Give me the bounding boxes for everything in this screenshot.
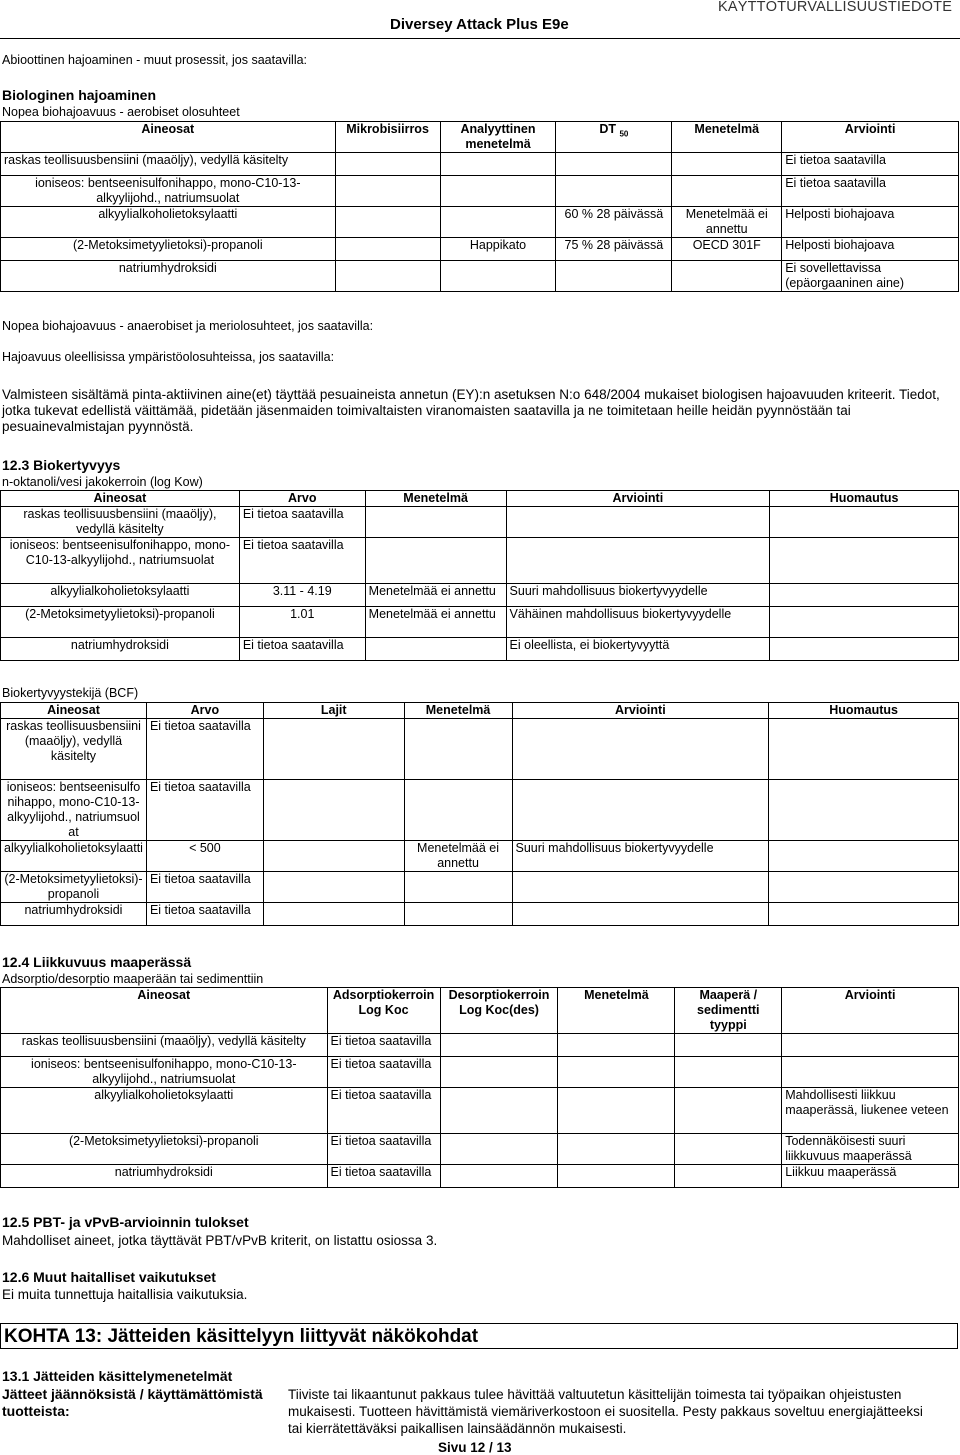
soil-mobility-table bbox=[0, 987, 959, 1188]
table-row bbox=[1, 207, 959, 238]
anaerobic-label: Nopea biohajoavuus - anaerobiset ja meriolosuhteet, jos saatavilla: bbox=[2, 319, 374, 333]
cell-arv bbox=[512, 780, 769, 841]
table-row bbox=[1, 538, 959, 584]
cell-name: natriumhydroksidi bbox=[1, 261, 336, 292]
cell-arvo: Ei tietoa saatavilla bbox=[239, 638, 365, 661]
cell-arv: Ei sovellettavissa (epäorgaaninen aine) bbox=[782, 261, 959, 292]
cell-arv bbox=[782, 1057, 959, 1088]
table-row bbox=[1, 1165, 959, 1188]
cell-ads: Ei tietoa saatavilla bbox=[327, 1165, 440, 1188]
cell-men bbox=[558, 1165, 675, 1188]
cell-dt bbox=[556, 176, 672, 207]
col-menetelma: Menetelmä bbox=[558, 988, 675, 1034]
col-arviointi: Arviointi bbox=[782, 988, 959, 1034]
env-label: Hajoavuus oleellisissa ympäristöolosuhteissa, jos saatavilla: bbox=[2, 350, 335, 364]
section-12-6-title: 12.6 Muut haitalliset vaikutukset bbox=[2, 1269, 216, 1285]
section-13-1-title: 13.1 Jätteiden käsittelymenetelmät bbox=[2, 1368, 233, 1384]
col-aineosat: Aineosat bbox=[1, 703, 147, 719]
cell-men: Menetelmää ei annettu bbox=[404, 841, 512, 872]
cell-huom bbox=[770, 584, 959, 607]
cell-anal bbox=[440, 176, 556, 207]
col-arviointi: Arviointi bbox=[512, 703, 769, 719]
col-aineosat: Aineosat bbox=[1, 491, 240, 507]
table-row bbox=[1, 780, 959, 841]
product-name: Diversey Attack Plus E9e bbox=[390, 16, 569, 33]
cell-men bbox=[558, 1088, 675, 1134]
s124-subtitle: Adsorptio/desorptio maaperään tai sedimenttiin bbox=[2, 972, 264, 986]
cell-huom bbox=[769, 841, 959, 872]
cell-men bbox=[404, 780, 512, 841]
cell-name: alkyylialkoholietoksylaatti bbox=[1, 1088, 328, 1134]
cell-huom bbox=[770, 538, 959, 584]
cell-ads: Ei tietoa saatavilla bbox=[327, 1034, 440, 1057]
cell-arvo: 3.11 - 4.19 bbox=[239, 584, 365, 607]
cell-maa bbox=[675, 1134, 782, 1165]
cell-mikro bbox=[335, 238, 440, 261]
cell-arvo: < 500 bbox=[146, 841, 263, 872]
cell-name: raskas teollisuusbensiini (maaöljy), vedyllä käsitelty bbox=[1, 1034, 328, 1057]
cell-arv: Helposti biohajoava bbox=[782, 238, 959, 261]
table-row bbox=[1, 841, 959, 872]
col-des: Desorptiokerroin Log Koc(des) bbox=[440, 988, 558, 1034]
col-ads: Adsorptiokerroin Log Koc bbox=[327, 988, 440, 1034]
col-analyyttinen: Analyyttinen menetelmä bbox=[440, 122, 556, 153]
cell-huom bbox=[769, 719, 959, 780]
cell-arvo: 1.01 bbox=[239, 607, 365, 638]
cell-mikro bbox=[335, 176, 440, 207]
cell-men bbox=[404, 872, 512, 903]
cell-arv bbox=[512, 903, 769, 926]
cell-lajit bbox=[263, 903, 404, 926]
table-row bbox=[1, 1034, 959, 1057]
cell-anal bbox=[440, 153, 556, 176]
cell-arv bbox=[512, 872, 769, 903]
cell-name: ioniseos: bentseenisulfonihappo, mono-C10-13-alkyylijohd., natriumsuolat bbox=[1, 1057, 328, 1088]
table-row bbox=[1, 607, 959, 638]
cell-men bbox=[558, 1057, 675, 1088]
cell-lajit bbox=[263, 719, 404, 780]
cell-mikro bbox=[335, 207, 440, 238]
cell-men: OECD 301F bbox=[672, 238, 782, 261]
bcf-table bbox=[0, 702, 959, 926]
cell-name: natriumhydroksidi bbox=[1, 1165, 328, 1188]
abiotic-label: Abioottinen hajoaminen - muut prosessit, jos saatavilla: bbox=[2, 53, 308, 67]
col-mikrobisiirros: Mikrobisiirros bbox=[335, 122, 440, 153]
header-divider bbox=[0, 38, 960, 39]
col-arviointi: Arviointi bbox=[506, 491, 770, 507]
cell-huom bbox=[770, 507, 959, 538]
biodegradation-table bbox=[0, 121, 959, 292]
col-menetelma: Menetelmä bbox=[365, 491, 506, 507]
col-menetelma: Menetelmä bbox=[404, 703, 512, 719]
cell-des bbox=[440, 1034, 558, 1057]
valmiste-text: Valmisteen sisältämä pinta-aktiivinen aine(et) täyttää pesuaineista annetun (EY):n asetuksen N:o 648/2004 mukaiset biologisen hajoavuuden kriteerit. Tiedot, jotka tukevat edellistä väittämää, pidetään jäsenmaiden toimivaltaisten viranomaisten saatavilla ja ne toimitetaan heille heidän pyynnöstään tai pesuainevalmistajan pyynnöstä. bbox=[2, 387, 940, 434]
cell-ads: Ei tietoa saatavilla bbox=[327, 1057, 440, 1088]
cell-lajit bbox=[263, 872, 404, 903]
document-type: KÄYTTÖTURVALLISUUSTIEDOTE bbox=[718, 0, 953, 15]
cell-men bbox=[365, 638, 506, 661]
col-aineosat: Aineosat bbox=[1, 122, 336, 153]
col-huomautus: Huomautus bbox=[770, 491, 959, 507]
cell-name: (2-Metoksimetyylietoksi)-propanoli bbox=[1, 238, 336, 261]
section-13-heading: KOHTA 13: Jätteiden käsittelyyn liittyvät näkökohdat bbox=[0, 1323, 958, 1349]
cell-name: alkyylialkoholietoksylaatti bbox=[1, 584, 240, 607]
cell-men bbox=[365, 538, 506, 584]
cell-arv: Vähäinen mahdollisuus biokertyvyydelle bbox=[506, 607, 770, 638]
s125-text: Mahdolliset aineet, jotka täyttävät PBT/vPvB kriterit, on listattu osiossa 3. bbox=[2, 1233, 438, 1248]
cell-des bbox=[440, 1165, 558, 1188]
cell-name: alkyylialkoholietoksylaatti bbox=[1, 841, 147, 872]
table-row bbox=[1, 903, 959, 926]
cell-ads: Ei tietoa saatavilla bbox=[327, 1134, 440, 1165]
kow-table bbox=[0, 490, 959, 661]
cell-arvo: Ei tietoa saatavilla bbox=[146, 780, 263, 841]
cell-maa bbox=[675, 1088, 782, 1134]
col-huomautus: Huomautus bbox=[769, 703, 959, 719]
cell-name: (2-Metoksimetyylietoksi)-propanoli bbox=[1, 1134, 328, 1165]
col-aineosat: Aineosat bbox=[1, 988, 328, 1034]
cell-arvo: Ei tietoa saatavilla bbox=[239, 538, 365, 584]
table-row bbox=[1, 719, 959, 780]
cell-name: raskas teollisuusbensiini (maaöljy), vedyllä käsitelty bbox=[1, 153, 336, 176]
cell-huom bbox=[769, 780, 959, 841]
table-row bbox=[1, 238, 959, 261]
section-12-5-title: 12.5 PBT- ja vPvB-arvioinnin tulokset bbox=[2, 1214, 249, 1230]
cell-name: raskas teollisuusbensiini (maaöljy), vedyllä käsitelty bbox=[1, 507, 240, 538]
cell-men bbox=[672, 261, 782, 292]
bio-title: Biologinen hajoaminen bbox=[2, 87, 157, 103]
cell-anal bbox=[440, 261, 556, 292]
table-row bbox=[1, 1088, 959, 1134]
table-row bbox=[1, 507, 959, 538]
cell-huom bbox=[770, 607, 959, 638]
cell-arvo: Ei tietoa saatavilla bbox=[239, 507, 365, 538]
cell-arvo: Ei tietoa saatavilla bbox=[146, 903, 263, 926]
cell-arvo: Ei tietoa saatavilla bbox=[146, 719, 263, 780]
cell-lajit bbox=[263, 841, 404, 872]
cell-men: Menetelmää ei annettu bbox=[365, 584, 506, 607]
cell-dt: 75 % 28 päivässä bbox=[556, 238, 672, 261]
cell-des bbox=[440, 1057, 558, 1088]
cell-name: alkyylialkoholietoksylaatti bbox=[1, 207, 336, 238]
s126-text: Ei muita tunnettuja haitallisia vaikutuksia. bbox=[2, 1287, 248, 1302]
cell-arvo: Ei tietoa saatavilla bbox=[146, 872, 263, 903]
cell-name: natriumhydroksidi bbox=[1, 903, 147, 926]
cell-huom bbox=[770, 638, 959, 661]
page-number: Sivu 12 / 13 bbox=[438, 1440, 512, 1455]
table-row bbox=[1, 1134, 959, 1165]
cell-men bbox=[672, 176, 782, 207]
cell-men bbox=[558, 1034, 675, 1057]
table-header-row bbox=[1, 122, 959, 153]
col-dt50 bbox=[556, 122, 672, 153]
cell-name: ioniseos: bentseenisulfonihappo, mono-C10-13-alkyylijohd., natriumsuolat bbox=[1, 780, 147, 841]
cell-anal: Happikato bbox=[440, 238, 556, 261]
section-12-3-title: 12.3 Biokertyvyys bbox=[2, 457, 121, 473]
cell-name: natriumhydroksidi bbox=[1, 638, 240, 661]
table-row bbox=[1, 638, 959, 661]
kow-title: n-oktanoli/vesi jakokerroin (log Kow) bbox=[2, 475, 203, 489]
cell-des bbox=[440, 1134, 558, 1165]
section-12-4-title: 12.4 Liikkuvuus maaperässä bbox=[2, 954, 192, 970]
bio-subtitle: Nopea biohajoavuus - aerobiset olosuhteet bbox=[2, 105, 240, 119]
s131-text: Tiiviste tai likaantunut pakkaus tulee hävittää valtuutetun käsittelijän toimesta tai työpaikan ohjeistusten mukaisesti. Tuotteen hävittämistä viemäriverkostoon ei suositella. Pesty pakkaus soveltuu energiajätteeksi tai kierrätettäväksi paikallisen lainsäädännön mukaisesti. bbox=[288, 1387, 923, 1436]
cell-arv: Suuri mahdollisuus biokertyvyydelle bbox=[512, 841, 769, 872]
cell-arv: Ei tietoa saatavilla bbox=[782, 176, 959, 207]
table-row bbox=[1, 872, 959, 903]
cell-arv bbox=[506, 538, 770, 584]
cell-arv: Suuri mahdollisuus biokertyvyydelle bbox=[506, 584, 770, 607]
cell-ads: Ei tietoa saatavilla bbox=[327, 1088, 440, 1134]
cell-name: (2-Metoksimetyylietoksi)-propanoli bbox=[1, 872, 147, 903]
cell-men bbox=[365, 507, 506, 538]
table-row bbox=[1, 261, 959, 292]
bcf-title: Biokertyvyystekijä (BCF) bbox=[2, 686, 139, 700]
table-row bbox=[1, 1057, 959, 1088]
cell-des bbox=[440, 1088, 558, 1134]
table-header-row bbox=[1, 703, 959, 719]
cell-men bbox=[404, 903, 512, 926]
cell-lajit bbox=[263, 780, 404, 841]
cell-men bbox=[404, 719, 512, 780]
cell-arv: Todennäköisesti suuri liikkuvuus maaperässä bbox=[782, 1134, 959, 1165]
col-lajit: Lajit bbox=[263, 703, 404, 719]
table-header-row bbox=[1, 988, 959, 1034]
s131-label: Jätteet jäännöksistä / käyttämättömistä tuotteista: bbox=[2, 1386, 263, 1419]
dt-label: DT bbox=[599, 122, 616, 136]
cell-arv: Mahdollisesti liikkuu maaperässä, liukenee veteen bbox=[782, 1088, 959, 1134]
cell-name: (2-Metoksimetyylietoksi)-propanoli bbox=[1, 607, 240, 638]
cell-maa bbox=[675, 1057, 782, 1088]
col-maapera: Maaperä / sedimentti tyyppi bbox=[675, 988, 782, 1034]
cell-arv: Liikkuu maaperässä bbox=[782, 1165, 959, 1188]
cell-men bbox=[672, 153, 782, 176]
cell-dt bbox=[556, 261, 672, 292]
cell-arv bbox=[782, 1034, 959, 1057]
cell-name: ioniseos: bentseenisulfonihappo, mono-C10-13-alkyylijohd., natriumsuolat bbox=[1, 538, 240, 584]
cell-maa bbox=[675, 1034, 782, 1057]
cell-dt: 60 % 28 päivässä bbox=[556, 207, 672, 238]
cell-arv bbox=[512, 719, 769, 780]
cell-arv: Ei oleellista, ei biokertyvyyttä bbox=[506, 638, 770, 661]
cell-anal bbox=[440, 207, 556, 238]
cell-men bbox=[558, 1134, 675, 1165]
col-menetelma: Menetelmä bbox=[672, 122, 782, 153]
cell-arv: Ei tietoa saatavilla bbox=[782, 153, 959, 176]
table-row bbox=[1, 584, 959, 607]
cell-mikro bbox=[335, 261, 440, 292]
table-row bbox=[1, 153, 959, 176]
cell-men: Menetelmää ei annettu bbox=[672, 207, 782, 238]
cell-mikro bbox=[335, 153, 440, 176]
cell-arv bbox=[506, 507, 770, 538]
col-arviointi: Arviointi bbox=[782, 122, 959, 153]
cell-maa bbox=[675, 1165, 782, 1188]
cell-huom bbox=[769, 872, 959, 903]
table-header-row bbox=[1, 491, 959, 507]
table-row bbox=[1, 176, 959, 207]
cell-name: ioniseos: bentseenisulfonihappo, mono-C10-13-alkyylijohd., natriumsuolat bbox=[1, 176, 336, 207]
col-arvo: Arvo bbox=[239, 491, 365, 507]
dt-sub: 50 bbox=[619, 129, 629, 139]
col-arvo: Arvo bbox=[146, 703, 263, 719]
cell-arv: Helposti biohajoava bbox=[782, 207, 959, 238]
cell-men: Menetelmää ei annettu bbox=[365, 607, 506, 638]
cell-name: raskas teollisuusbensiini (maaöljy), vedyllä käsitelty bbox=[1, 719, 147, 780]
cell-dt bbox=[556, 153, 672, 176]
cell-huom bbox=[769, 903, 959, 926]
